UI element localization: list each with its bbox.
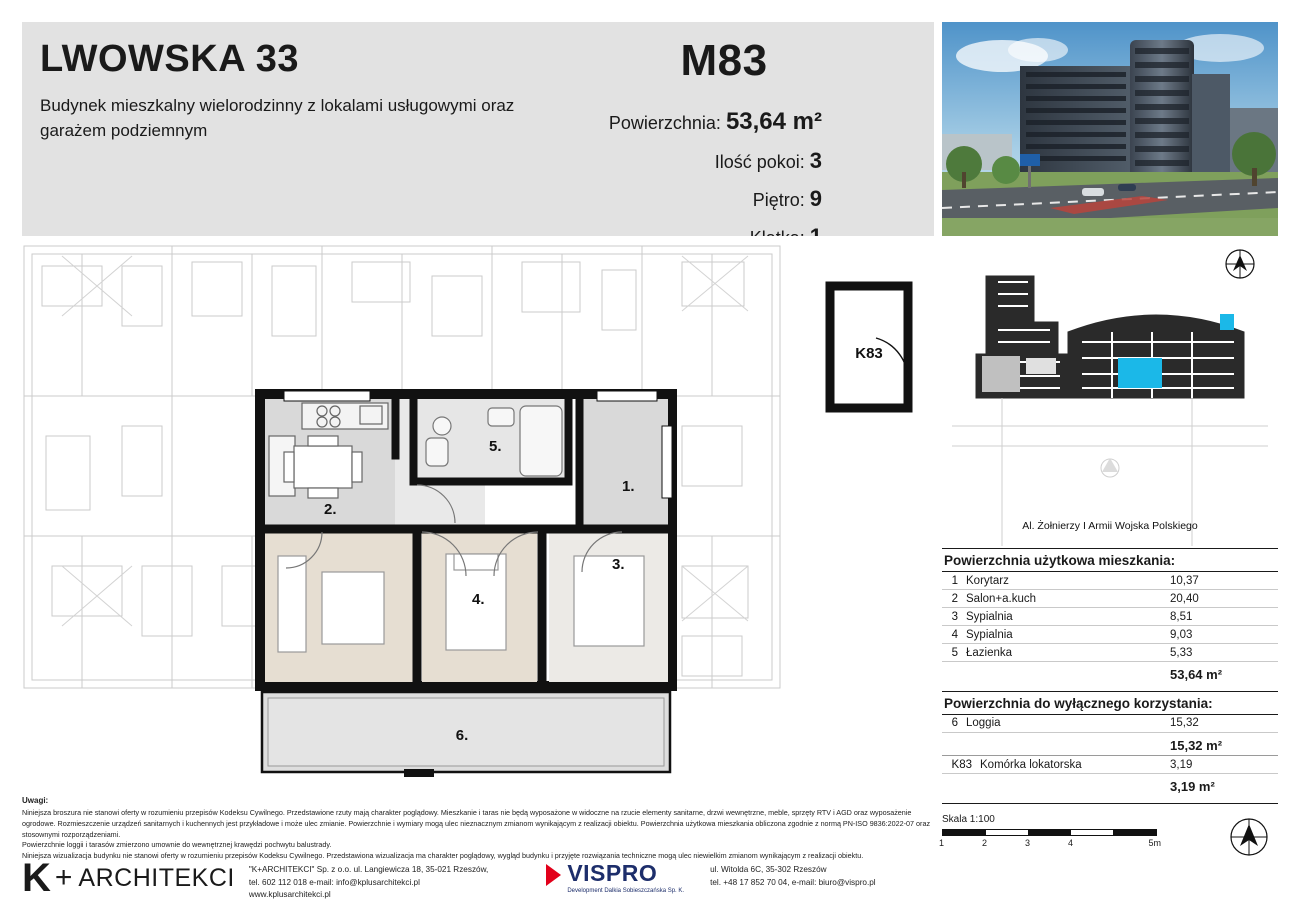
floorplan-drawing — [22, 236, 934, 791]
room-area: 8,51 — [1168, 608, 1278, 626]
notes-heading: Uwagi: — [22, 796, 49, 805]
legal-notes — [22, 795, 934, 861]
header-right — [534, 22, 934, 236]
row-index: 1 — [942, 572, 964, 590]
room-area: 5,33 — [1168, 644, 1278, 662]
room-label-1: 1. — [622, 478, 635, 495]
row-index: 6 — [942, 715, 964, 733]
table-row — [942, 756, 1278, 774]
storage-areas-table — [942, 756, 1278, 797]
storage-total: 3,19 m² — [1170, 779, 1215, 794]
room-area: 15,32 — [1168, 715, 1278, 733]
developer-line-2: tel. +48 17 852 70 04, e-mail: biuro@vispro.pl — [710, 877, 876, 887]
building-render — [942, 22, 1278, 236]
usable-areas-table — [942, 572, 1278, 685]
table-row — [942, 608, 1278, 626]
table-row — [942, 715, 1278, 733]
logo-architekci-text: ARCHITEKCI — [78, 863, 235, 892]
vispro-name: VISPRO — [567, 860, 658, 886]
spec-floor — [534, 186, 914, 212]
plus-icon: + — [54, 861, 73, 894]
scale-tick: 5m — [1148, 837, 1161, 848]
developer-contact — [710, 858, 876, 889]
room-name: Salon+a.kuch — [964, 590, 1168, 608]
room-name: Loggia — [964, 715, 1168, 733]
table-total-row — [942, 774, 1278, 797]
architect-line-1: "K+ARCHITEKCI" Sp. z o.o. ul. Langiewicza 18, 35-021 Rzeszów, — [248, 865, 489, 874]
spec-area — [534, 108, 914, 136]
scale-tick: 2 — [982, 837, 988, 848]
notes-paragraph-2: Powierzchnie loggii i tarasów zmierzono umownie do wewnętrznej krawędzi pochwytu balustrady. — [22, 840, 332, 850]
architect-line-3: www.kplusarchitekci.pl — [248, 890, 331, 900]
scale-bar — [942, 829, 1157, 836]
spec-rooms — [534, 148, 914, 174]
divider-6 — [942, 803, 1278, 804]
usable-total: 53,64 m² — [1170, 667, 1223, 682]
room-name: Sypialnia — [964, 608, 1168, 626]
header-left — [22, 22, 534, 236]
page-title: LWOWSKA 33 — [40, 38, 300, 80]
developer-logo — [546, 858, 684, 896]
architect-contact — [249, 858, 489, 902]
scale-label: Skala 1:100 — [942, 813, 995, 825]
table-total-row — [942, 732, 1278, 755]
developer-line-1: ul. Witolda 6C, 35-302 Rzeszów — [710, 865, 827, 874]
scale-tick: 3 — [1025, 837, 1031, 848]
room-name: Komórka lokatorska — [978, 756, 1168, 774]
table-row — [942, 590, 1278, 608]
right-column — [939, 22, 1278, 874]
room-name: Sypialnia — [964, 626, 1168, 644]
row-index: 3 — [942, 608, 964, 626]
scale-tick: 4 — [1068, 837, 1074, 848]
storage-label: K83 — [855, 345, 883, 362]
row-index: K83 — [942, 756, 978, 774]
room-area: 20,40 — [1168, 590, 1278, 608]
table-row — [942, 644, 1278, 662]
building-subtitle: Budynek mieszkalny wielorodzinny z lokalami usługowymi oraz garażem podziemnym — [40, 95, 515, 140]
room-name: Korytarz — [964, 572, 1168, 590]
storage-unit-k83 — [830, 286, 908, 408]
spec-area-value: 53,64 m² — [725, 108, 822, 135]
footer — [22, 858, 934, 906]
notes-paragraph-3: Niniejsza wizualizacja budynku nie stanowi oferty w rozumieniu przepisów Kodeksu Cywilnego. Przedstawiona wizualizacja ma charakter poglądowy, wygląd budynku i przyjęte rozwiązania techniczne mogą ulec niewielkim zmianom wynikającym z realizacji obiektu. — [22, 851, 864, 861]
spec-rooms-value: 3 — [809, 148, 822, 173]
spec-floor-label: Piętro: — [752, 190, 805, 210]
header-panel — [22, 22, 934, 236]
room-area: 9,03 — [1168, 626, 1278, 644]
vispro-triangle-icon — [546, 864, 561, 886]
logo-k-letter: K — [22, 856, 49, 900]
loggia — [262, 692, 670, 777]
exclusive-total: 15,32 m² — [1170, 737, 1223, 753]
room-label-5: 5. — [489, 438, 502, 455]
architect-logo — [22, 858, 235, 898]
vispro-subtitle: Development Dalkia Sobieszczańska Sp. K. — [567, 888, 685, 894]
scale-ticks — [939, 837, 1161, 848]
compass-icon — [1226, 250, 1254, 278]
row-index: 2 — [942, 590, 964, 608]
scale-tick: 1 — [939, 837, 945, 848]
spec-floor-value: 9 — [809, 186, 822, 211]
street-label: Al. Żołnierzy I Armii Wojska Polskiego — [1022, 520, 1198, 532]
table-total-row — [942, 662, 1278, 685]
room-name: Łazienka — [964, 644, 1168, 662]
room-area: 10,37 — [1168, 572, 1278, 590]
spec-rooms-label: Ilość pokoi: — [714, 152, 805, 172]
notes-paragraph-1: Niniejsza broszura nie stanowi oferty w rozumieniu przepisów Kodeksu Cywilnego. Przedstawione rzuty mają charakter poglądowy. Mieszkanie i taras nie będą wyposażone w widoczne na rzucie elementy sanitarne, drzwi wewnętrzne, meble, sprzęty RTV i AGD oraz wyposażenie ogrodowe. Rozmieszczenie urządzeń sanitarnych i kuchennych jest przykładowe i może ulec zmianie. Powierzchnie i wymiary mogą ulec nieznacznym zmianom wynikającym z realizacji obiektu. Powierzchnia użytkowa mieszkania obliczona zgodnie z normą PN-ISO 9836:2022-07 oraz stosownymi rozporządzeniami. — [22, 808, 931, 839]
scale-section — [939, 813, 1278, 874]
highlighted-unit — [1118, 358, 1162, 388]
row-index: 4 — [942, 626, 964, 644]
north-arrow-icon — [1226, 814, 1272, 860]
spec-area-label: Powierzchnia: — [608, 113, 721, 133]
site-plan — [942, 246, 1278, 546]
table-row — [942, 626, 1278, 644]
usable-areas-title: Powierzchnia użytkowa mieszkania: — [944, 553, 1176, 568]
unit-code: M83 — [680, 36, 768, 85]
architect-line-2: tel. 602 112 018 e-mail: info@kplusarchitekci.pl — [248, 877, 420, 887]
exclusive-areas-table — [942, 715, 1278, 756]
room-label-4: 4. — [472, 591, 485, 608]
highlighted-storage — [1220, 314, 1234, 330]
row-index: 5 — [942, 644, 964, 662]
table-row — [942, 572, 1278, 590]
room-area: 3,19 — [1168, 756, 1278, 774]
room-label-2: 2. — [324, 501, 337, 518]
exclusive-areas-title: Powierzchnia do wyłącznego korzystania: — [944, 695, 1213, 711]
room-label-3: 3. — [612, 556, 625, 573]
room-label-6: 6. — [455, 727, 469, 744]
